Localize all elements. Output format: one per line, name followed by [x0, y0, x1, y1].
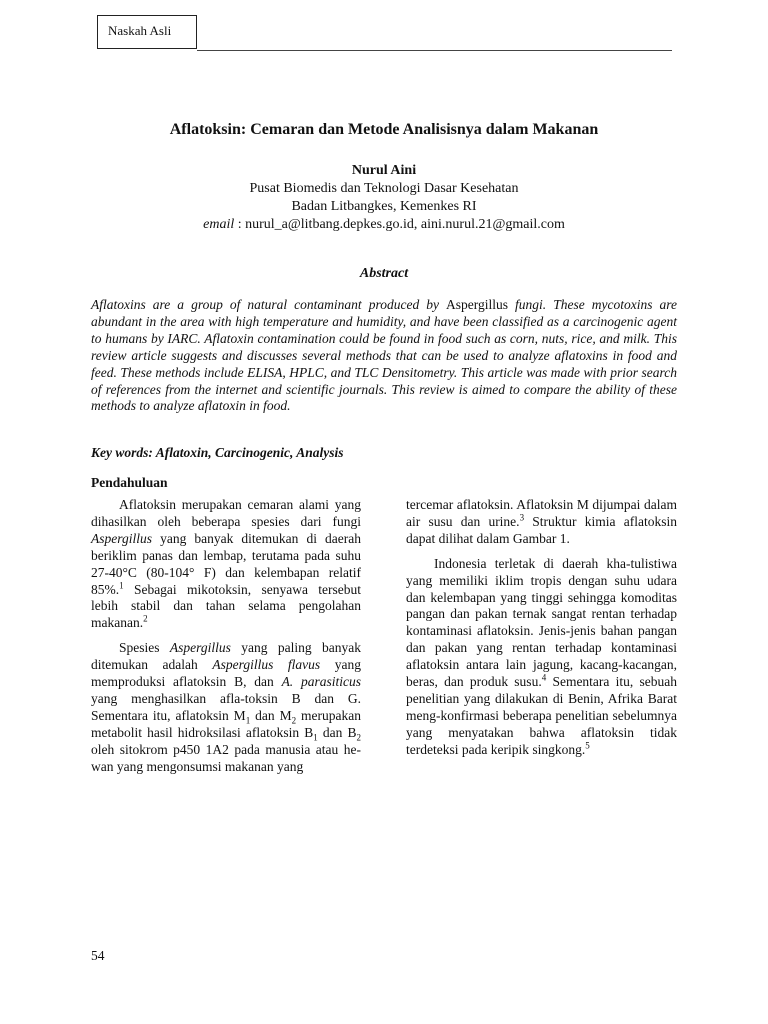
- article-title: Aflatoksin: Cemaran dan Metode Analisisnya dalam Makanan: [169, 121, 599, 138]
- abstract-text-part: Aflatoxins are a group of natural contaminant produced by: [91, 297, 446, 312]
- subscript: 1: [313, 732, 318, 743]
- paragraph: [91, 497, 361, 632]
- left-column: [91, 497, 361, 784]
- text-run: Sementara itu, sebuah penelitian yang dilakukan di Benin, Afrika Barat meng-konfirmasi beberapa penelitian sebelumnya yang menyatakan bahwa aflatoksin tidak terdeteksi pada keripik singkong.: [406, 674, 678, 757]
- email-line: [100, 216, 668, 234]
- abstract-text: [91, 297, 677, 415]
- page-number: 54: [91, 948, 105, 963]
- paragraph: [406, 556, 677, 759]
- abstract-genus: Aspergillus: [446, 297, 509, 312]
- species-name: A. parasiticus: [281, 674, 361, 690]
- subscript: 2: [291, 715, 297, 726]
- text-run: Aflatoksin merupakan cemaran alami yang dihasilkan oleh beberapa spesies dari fungi: [91, 497, 361, 529]
- text-run: yang menghasilkan afla-toksin B dan G. Sementara itu, aflatoksin M: [91, 690, 361, 723]
- affiliation-line-1: Pusat Biomedis dan Teknologi Dasar Kesehatan: [249, 181, 519, 196]
- text-run: oleh sitokrom p450 1A2 pada manusia atau he-wan yang mengonsumsi makanan yang: [91, 741, 361, 774]
- header-rule: [197, 50, 672, 51]
- species-name: Aspergillus flavus: [212, 657, 321, 673]
- text-run: Indonesia terletak di daerah kha-tulistiwa yang memiliki iklim tropis dengan suhu udara dan kelembapan yang tinggi sehingga komoditas pangan dan pakan ternak sangat rentan terhadap kontaminasi aflatoksin. Jenis-jenis bahan pangan dan pakan yang rentan terhadap kontaminasi aflatoksin antara lain jagung, kacang-kacangan, beras, dan produk susu.: [406, 555, 677, 690]
- citation-ref: 1: [119, 580, 124, 591]
- text-run: tercemar aflatoksin. Aflatoksin M dijumpai dalam air susu dan urine.: [406, 497, 677, 529]
- author-name: Nurul Aini: [351, 163, 417, 178]
- article-type-label: Naskah Asli: [97, 15, 197, 49]
- author-block: [100, 162, 668, 234]
- keywords: Key words: Aflatoxin, Carcinogenic, Analysis: [91, 445, 344, 460]
- paragraph: [406, 497, 677, 548]
- text-run: dan B: [317, 724, 357, 740]
- email-label: email: [203, 217, 235, 232]
- subscript: 2: [356, 732, 361, 743]
- email-value[interactable]: : nurul_a@litbang.depkes.go.id, aini.nurul.21@gmail.com: [234, 217, 565, 232]
- text-run: yang banyak ditemukan di daerah beriklim panas dan lembap, terutama pada suhu 27-40°C (80-104° F) dan kelembapan relatif 85%.: [91, 530, 361, 597]
- paragraph: [91, 640, 361, 775]
- text-run: Struktur kimia aflatoksin dapat dilihat dalam Gambar 1.: [406, 513, 677, 546]
- citation-ref: 5: [585, 740, 590, 751]
- citation-ref: 3: [519, 512, 525, 523]
- text-run: Spesies: [119, 640, 170, 656]
- abstract-heading: Abstract: [359, 266, 409, 281]
- genus-name: Aspergillus: [169, 640, 231, 656]
- citation-ref: 4: [541, 672, 547, 683]
- subscript: 1: [245, 715, 251, 726]
- citation-ref: 2: [143, 613, 148, 624]
- text-run: Sebagai mikotoksin, senyawa tersebut lebih stabil dan tahan selama pengolahan makanan.: [91, 581, 361, 631]
- right-column: [406, 497, 677, 767]
- affiliation-line-2: Badan Litbangkes, Kemenkes RI: [291, 199, 477, 214]
- text-run: merupakan metabolit hasil hidroksilasi aflatoksin B: [91, 707, 361, 740]
- abstract-text-part: fungi. These mycotoxins are abundant in the area with high temperature and humidity, and have been classified as a carcinogenic agent to humans by IARC. Aflatoxin contamination could be found in food such as corn, nuts, rice, and milk. This review article suggests and discusses several methods that can be used to analyze aflatoxins in food and feed. These methods include ELISA, HPLC, and TLC Densitometry. This article was made with prior search of references from the internet and scientific journals. This review is aimed to compare the ability of these methods to analyze aflatoxin in food.: [91, 297, 677, 414]
- genus-name: Aspergillus: [91, 530, 153, 546]
- section-heading: Pendahuluan: [91, 475, 168, 490]
- text-run: dan M: [250, 707, 292, 723]
- text-run: yang paling banyak ditemukan adalah: [91, 640, 361, 673]
- text-run: yang memproduksi aflatoksin B, dan: [91, 657, 361, 690]
